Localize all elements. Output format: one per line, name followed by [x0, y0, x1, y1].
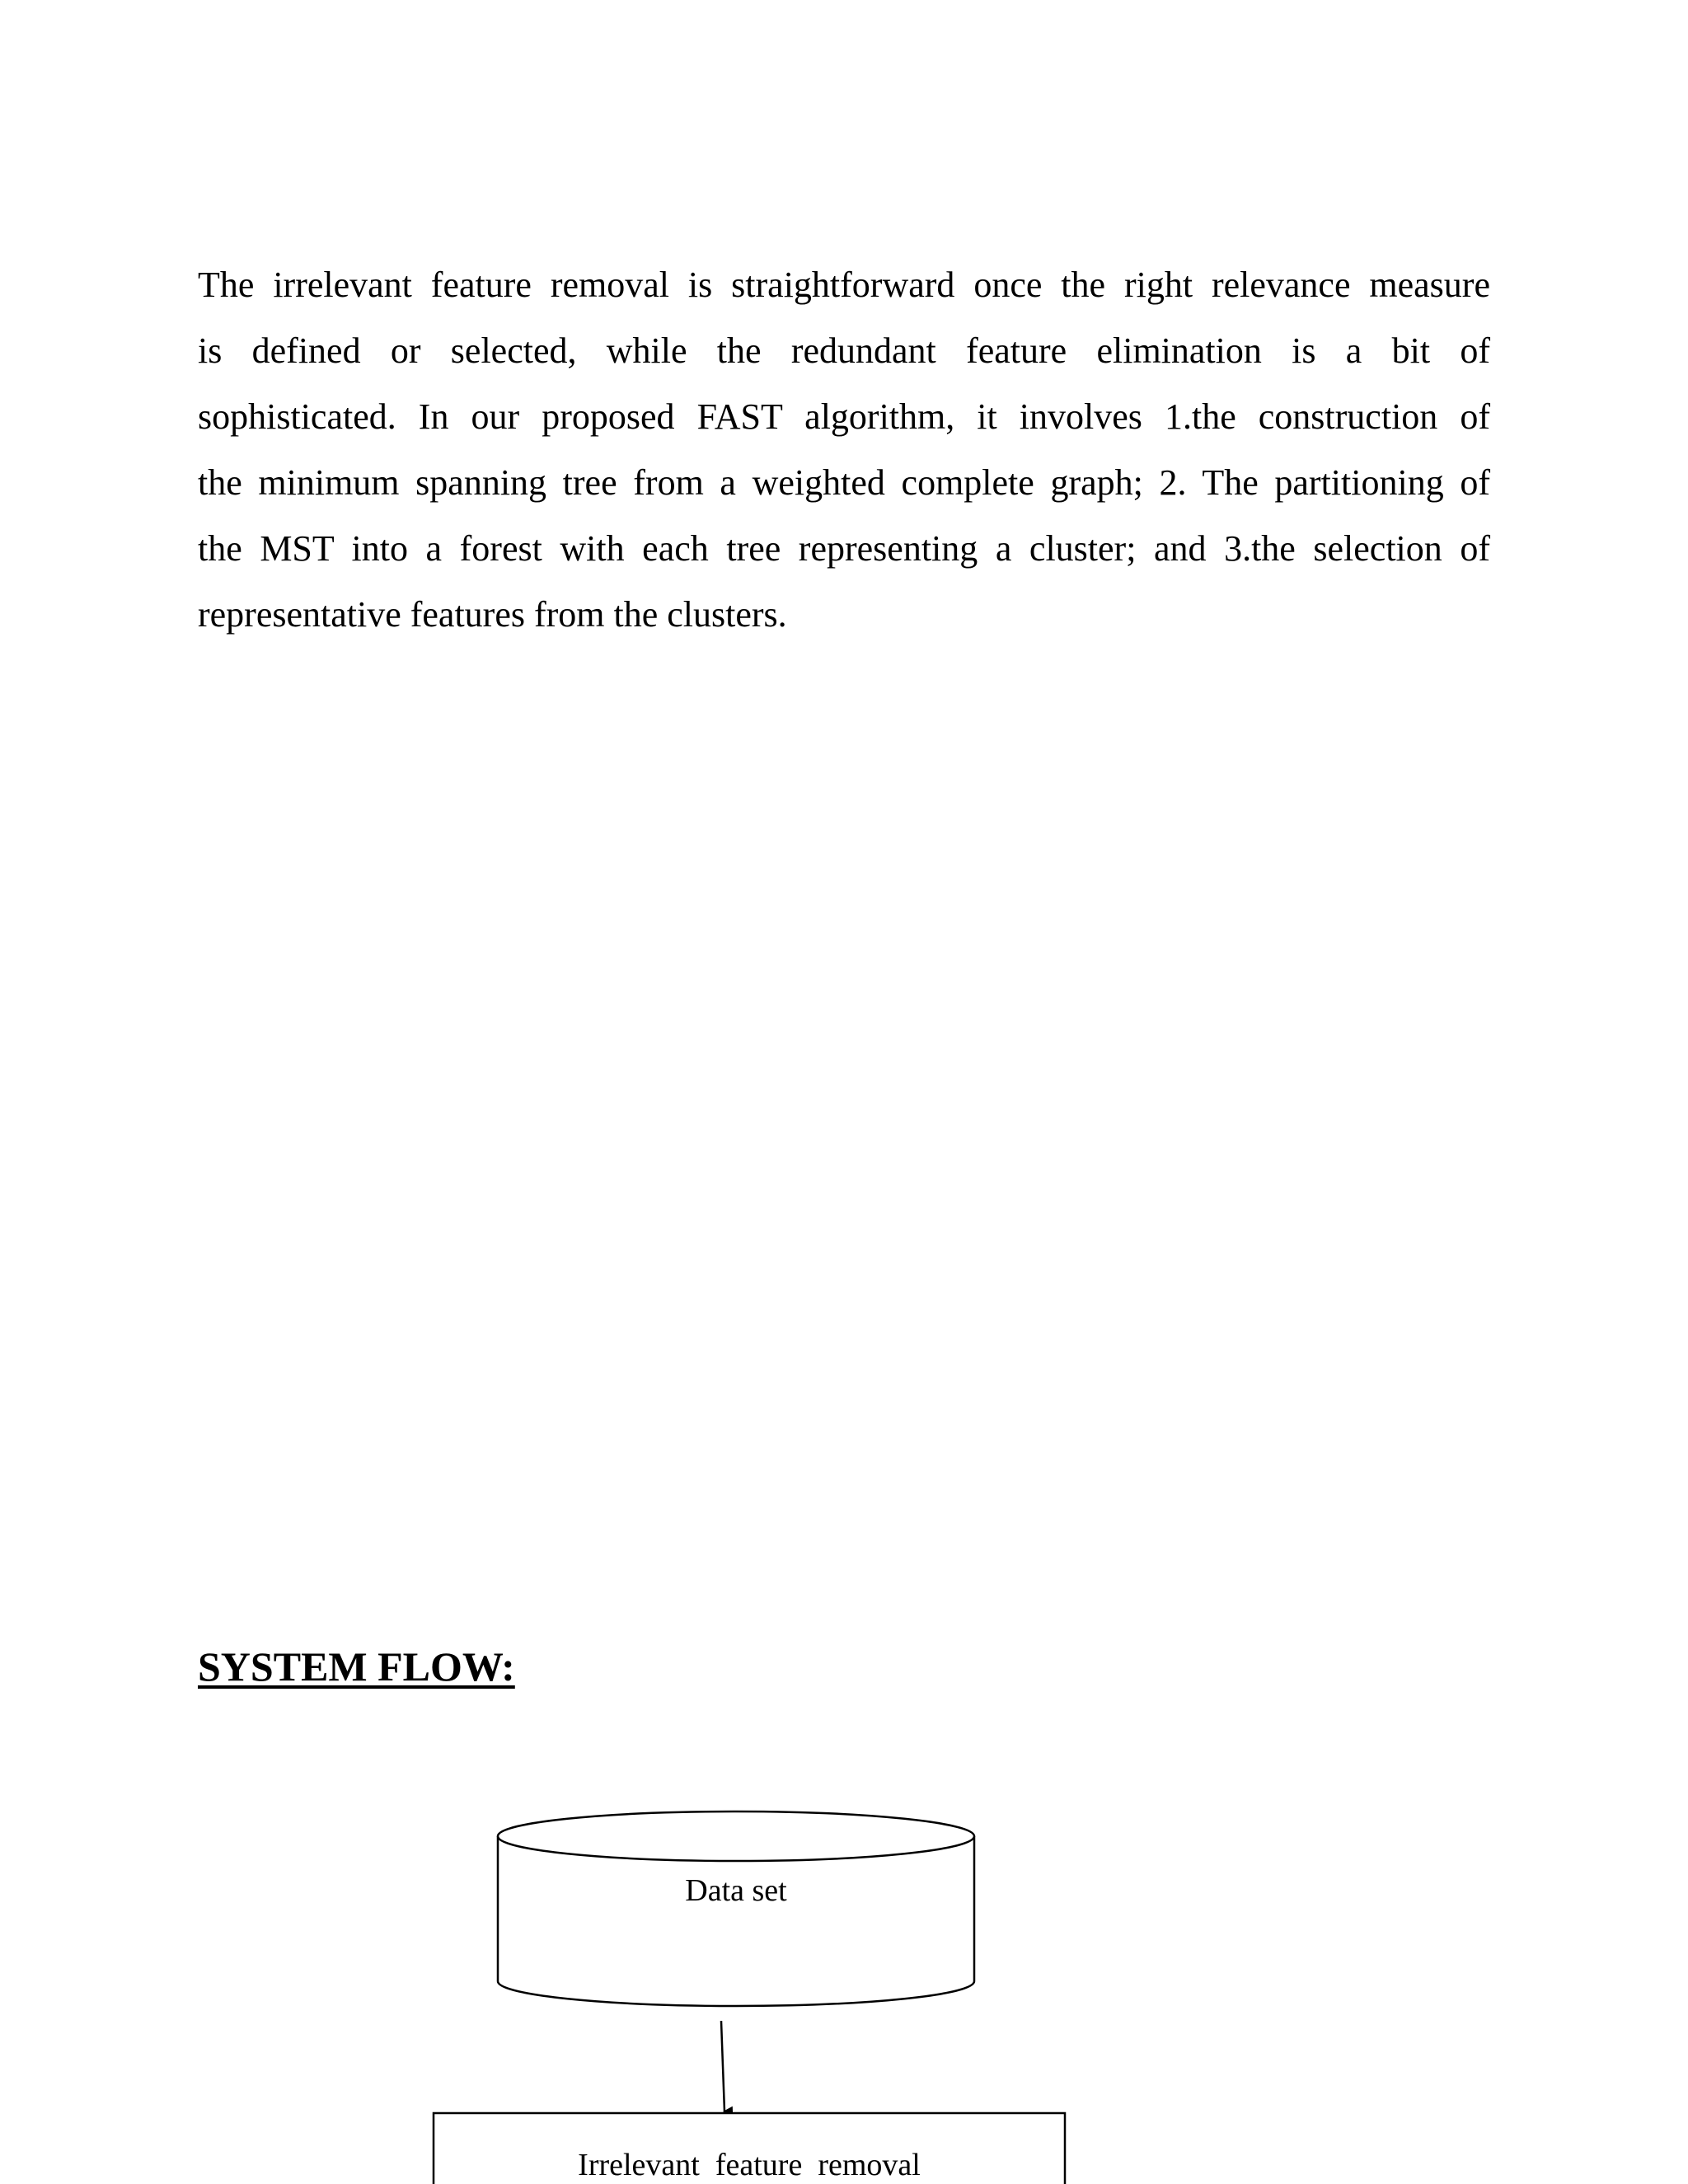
paragraph-line: is defined or selected, while the redundant feature elimination is a bit of	[198, 330, 1490, 371]
paragraph-line: the MST into a forest with each tree representing a cluster; and 3.the selection of	[198, 528, 1490, 569]
paragraph-line: the minimum spanning tree from a weighted complete graph; 2. The partitioning of	[198, 462, 1490, 503]
paragraph-line: representative features from the clusters.	[198, 594, 787, 635]
data-set-label: Data set	[685, 1873, 787, 1908]
section-heading: SYSTEM FLOW:	[198, 1643, 515, 1690]
flow-arrow	[721, 2021, 724, 2111]
paragraph-line: The irrelevant feature removal is straightforward once the right relevance measure	[198, 265, 1490, 305]
paragraph-line: sophisticated. In our proposed FAST algorithm, it involves 1.the construction of	[198, 396, 1490, 437]
irrelevant-feature-removal-label: Irrelevant feature removal	[578, 2148, 921, 2182]
